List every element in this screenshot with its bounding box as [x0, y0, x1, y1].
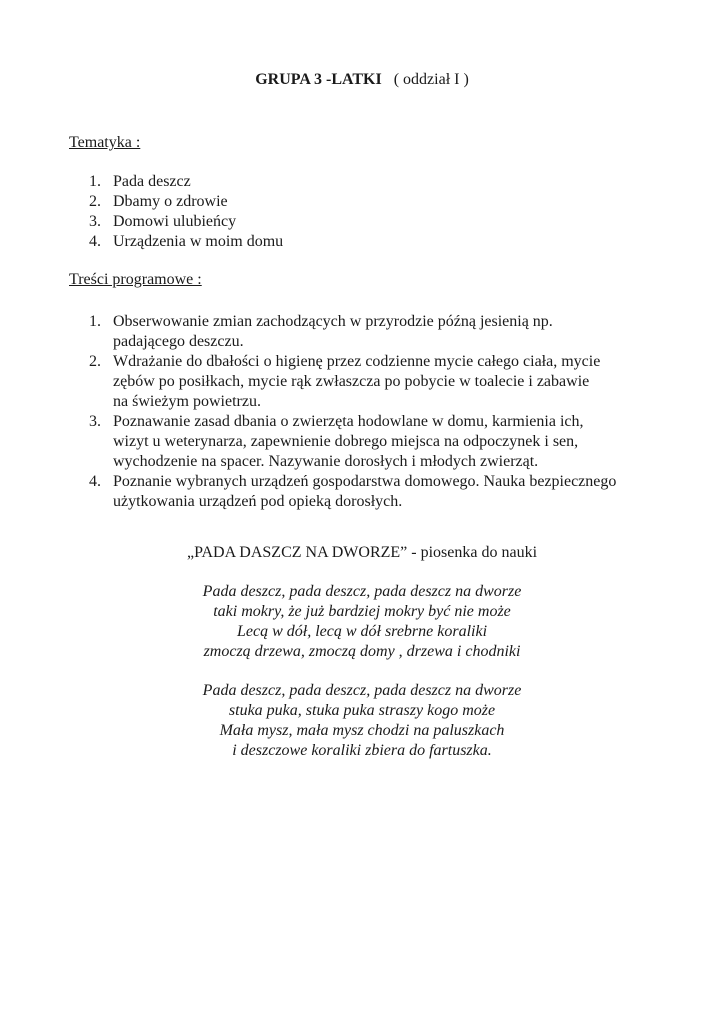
list-item — [0, 212, 724, 232]
list-item — [0, 172, 724, 192]
page-title-main: GRUPA 3 -LATKI — [255, 71, 382, 88]
list-item-line: na świeżym powietrzu. — [113, 393, 261, 410]
list-item-line: Wdrażanie do dbałości o higienę przez codzienne mycie całego ciała, mycie — [113, 353, 601, 370]
program-heading: Treści programowe : — [69, 271, 202, 288]
list-number: 4. — [89, 233, 101, 250]
list-item-line: wizyt u weterynarza, zapewnienie dobrego miejsca na odpoczynek i sen, — [113, 433, 579, 450]
list-number: 1. — [89, 313, 101, 330]
song-line: i deszczowe koraliki zbiera do fartuszka. — [232, 742, 492, 759]
list-item — [0, 412, 724, 472]
song-stanza-2 — [0, 681, 724, 761]
song-line: stuka puka, stuka puka straszy kogo może — [228, 702, 496, 719]
list-item — [0, 312, 724, 352]
list-item-text: Urządzenia w moim domu — [113, 233, 284, 250]
list-item-line: użytkowania urządzeń pod opieką dorosłych. — [113, 493, 403, 510]
list-item — [0, 472, 724, 512]
list-item-text: Pada deszcz — [113, 173, 191, 190]
list-item-line: Poznanie wybranych urządzeń gospodarstwa domowego. Nauka bezpiecznego — [113, 473, 617, 490]
list-item-line: padającego deszczu. — [113, 333, 244, 350]
list-item — [0, 352, 724, 412]
song-line: taki mokry, że już bardziej mokry być nie może — [213, 603, 511, 620]
song-title: „PADA DASZCZ NA DWORZE” - piosenka do nauki — [186, 544, 538, 561]
page-title — [0, 70, 724, 90]
list-number: 4. — [89, 473, 101, 490]
list-item-line: wychodzenie na spacer. Nazywanie dorosłych i młodych zwierząt. — [113, 453, 539, 470]
program-list — [0, 312, 724, 512]
topics-list — [0, 172, 724, 252]
list-item-text: Dbamy o zdrowie — [113, 193, 228, 210]
list-item-text: Domowi ulubieńcy — [113, 213, 237, 230]
list-number: 2. — [89, 353, 101, 370]
page-title-sub: ( oddział I ) — [393, 71, 469, 88]
list-item-line: Poznawanie zasad dbania o zwierzęta hodowlane w domu, karmienia ich, — [113, 413, 584, 430]
list-number: 2. — [89, 193, 101, 210]
list-number: 3. — [89, 213, 101, 230]
list-item — [0, 192, 724, 212]
topics-heading: Tematyka : — [69, 134, 141, 151]
list-item — [0, 232, 724, 252]
list-item-line: zębów po posiłkach, mycie rąk zwłaszcza po pobycie w toalecie i zabawie — [113, 373, 590, 390]
song-stanza-1 — [0, 582, 724, 662]
song-line: Pada deszcz, pada deszcz, pada deszcz na dworze — [202, 682, 522, 699]
song-line: Lecą w dół, lecą w dół srebrne koraliki — [236, 623, 488, 640]
song-line: zmoczą drzewa, zmoczą domy , drzewa i chodniki — [203, 643, 521, 660]
list-number: 3. — [89, 413, 101, 430]
list-item-line: Obserwowanie zmian zachodzących w przyrodzie późną jesienią np. — [113, 313, 553, 330]
list-number: 1. — [89, 173, 101, 190]
song-line: Pada deszcz, pada deszcz, pada deszcz na dworze — [202, 583, 522, 600]
song-line: Mała mysz, mała mysz chodzi na paluszkach — [219, 722, 505, 739]
